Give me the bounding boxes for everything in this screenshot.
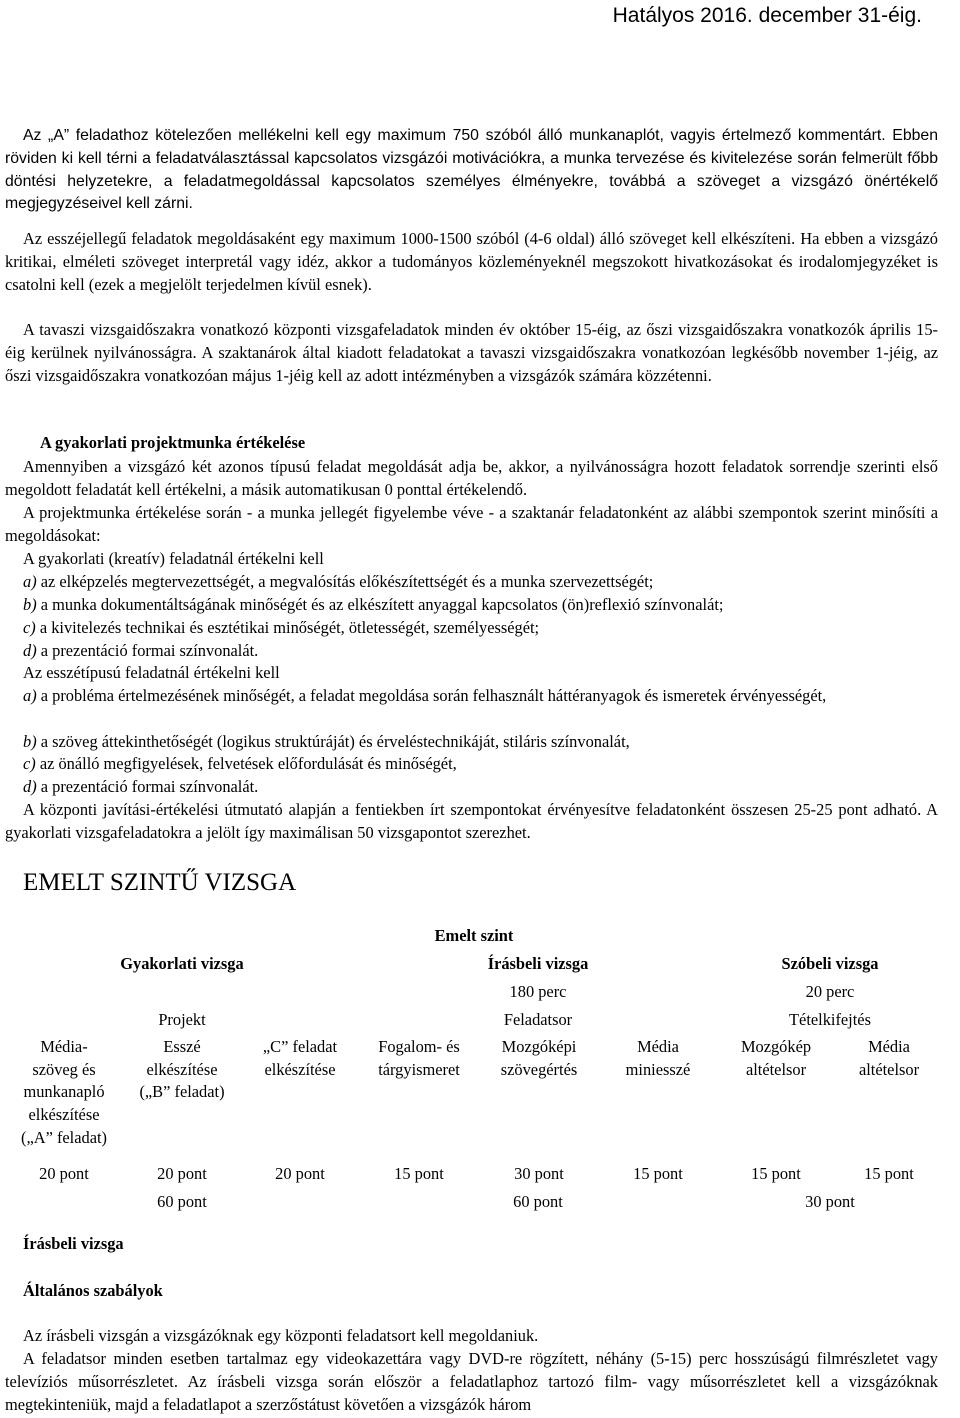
points-cell: 20 pont bbox=[157, 1164, 207, 1183]
general-rules-title: Általános szabályok bbox=[23, 1281, 163, 1300]
group-irasbeli: Írásbeli vizsga bbox=[487, 954, 589, 973]
section1-closing: A központi javítási-értékelési útmutató alapján a fentiekben írt szempontokat érvényesítve feladatonként összesen 25-25 pont adható. A gyakorlati vizsgafeladatokra a jelölt így maximálisan 50 vizsgapontot szerezhet. bbox=[5, 800, 938, 842]
creative-item-a: a) az elképzelés megtervezettségét, a megvalósítás előkészítettségét és a munka szervezettségét; bbox=[23, 572, 654, 591]
points-cell: 15 pont bbox=[864, 1164, 914, 1183]
section1-paragraph-1: Amennyiben a vizsgázó két azonos típusú feladat megoldását adja be, akkor, a nyilvánosságra hozott feladatok sorrendje szerinti első megoldott feladatát kell értékelni, a másik automatikusan 0 ponttal értékelendő. bbox=[5, 457, 938, 499]
points-cell: 20 pont bbox=[39, 1164, 89, 1183]
group-gyakorlati: Gyakorlati vizsga bbox=[120, 954, 244, 973]
task-cell: Fogalom- és tárgyismeret bbox=[378, 1036, 460, 1079]
task-cell: Mozgókép altételsor bbox=[740, 1036, 812, 1079]
section1-paragraph-2: A projektmunka értékelése során - a munka jellegét figyelembe véve - a szaktanár feladatonként az alábbi szempontok szerint minősíti a megoldásokat: bbox=[5, 503, 938, 545]
creative-intro: A gyakorlati (kreatív) feladatnál értékelni kell bbox=[23, 549, 324, 568]
essay-item-b: b) a szöveg áttekinthetőségét (logikus struktúráját) és érveléstechnikáját, stiláris színvonalát, bbox=[23, 732, 630, 751]
group-szobeli: Szóbeli vizsga bbox=[781, 954, 879, 973]
section-title-projektmunka: A gyakorlati projektmunka értékelése bbox=[40, 433, 306, 452]
creative-item-b: b) a munka dokumentáltságának minőségét és az elkészített anyaggal kapcsolatos (ön)reflexió színvonalát; bbox=[23, 595, 724, 614]
table-row bbox=[5, 1158, 943, 1186]
table-row bbox=[5, 1032, 943, 1158]
written-paragraph-1: Az írásbeli vizsgán a vizsgázóknak egy központi feladatsort kell megoldaniuk. bbox=[23, 1326, 539, 1345]
table-title: Emelt szint bbox=[434, 926, 514, 945]
task-cell: Média miniesszé bbox=[625, 1036, 691, 1079]
task-cell: Média- szöveg és munkanapló elkészítése („A” feladat) bbox=[21, 1036, 107, 1147]
intro-paragraph-2: Az esszéjellegű feladatok megoldásaként egy maximum 1000-1500 szóból (4-6 oldal) álló szöveget kell elkészíteni. Ha ebben a vizsgázó kritikai, elméleti szöveget interpretál vagy idéz, akkor a tudományos közleményeknél megszokott hivatkozásokat és irodalomjegyzéket is csatolni kell (ezek a megjelölt terjedelmen kívül esnek). bbox=[5, 229, 938, 294]
essay-item-c: c) az önálló megfigyelések, felvetések előfordulását és minőségét, bbox=[23, 754, 457, 773]
table-row bbox=[5, 948, 943, 976]
duration-szobeli: 20 perc bbox=[805, 982, 855, 1001]
subgroup-projekt: Projekt bbox=[158, 1010, 206, 1029]
task-cell: Mozgóképi szövegértés bbox=[500, 1036, 578, 1079]
validity-header: Hatályos 2016. december 31-éig. bbox=[612, 4, 922, 27]
creative-item-d: d) a prezentáció formai színvonalát. bbox=[23, 641, 259, 660]
essay-intro: Az esszétípusú feladatnál értékelni kell bbox=[23, 663, 280, 682]
subgroup-tetelkifejtes: Tételkifejtés bbox=[789, 1010, 871, 1029]
section-title-emelt: EMELT SZINTŰ VIZSGA bbox=[23, 869, 297, 896]
table-row bbox=[5, 1004, 943, 1032]
task-cell: „C” feladat elkészítése bbox=[262, 1036, 338, 1079]
points-cell: 15 pont bbox=[751, 1164, 801, 1183]
group-points-gyakorlati: 60 pont bbox=[157, 1192, 207, 1211]
essay-item-a: a) a probléma értelmezésének minőségét, a feladat megoldása során felhasznált háttéranyagok és ismeretek érvényességét, bbox=[23, 686, 827, 705]
group-points-szobeli: 30 pont bbox=[805, 1192, 855, 1211]
task-cell: Esszé elkészítése („B” feladat) bbox=[139, 1036, 225, 1102]
table-row bbox=[5, 925, 943, 948]
points-cell: 15 pont bbox=[394, 1164, 444, 1183]
duration-irasbeli: 180 perc bbox=[509, 982, 567, 1001]
points-cell: 30 pont bbox=[514, 1164, 564, 1183]
table-row bbox=[5, 976, 943, 1004]
points-cell: 15 pont bbox=[633, 1164, 683, 1183]
essay-item-d: d) a prezentáció formai színvonalát. bbox=[23, 777, 259, 796]
table-row bbox=[5, 1186, 943, 1214]
intro-paragraph-3: A tavaszi vizsgaidőszakra vonatkozó központi vizsgafeladatok minden év október 15-éig, az őszi vizsgaidőszakra vonatkozók április 15-éig kerülnek nyilvánosságra. A szaktanárok által kiadott feladatokat a tavaszi vizsgaidőszakra vonatkozóan legkésőbb november 1-jéig, az őszi vizsgaidőszakra vonatkozóan május 1-jéig kell az adott intézményben a vizsgázók számára közzétenni. bbox=[5, 320, 938, 385]
written-paragraph-2: A feladatsor minden esetben tartalmaz egy videokazettára vagy DVD-re rögzített, néhány (5-15) perc hosszúságú filmrészletet vagy televíziós műsorrészletet. Az írásbeli vizsga során először a feladatlaphoz tartozó film- vagy műsorrészletet kell a vizsgázóknak megtekinteniük, majd a feladatlapot a szerzőstátust követően a vizsgázók három bbox=[5, 1349, 938, 1414]
task-cell: Média altételsor bbox=[858, 1036, 920, 1079]
creative-item-c: c) a kivitelezés technikai és esztétikai minőségét, ötletességét, személyességét; bbox=[23, 618, 540, 637]
points-cell: 20 pont bbox=[275, 1164, 325, 1183]
written-exam-title: Írásbeli vizsga bbox=[23, 1234, 124, 1253]
group-points-irasbeli: 60 pont bbox=[513, 1192, 563, 1211]
exam-structure-table bbox=[5, 925, 943, 1214]
subgroup-feladatsor: Feladatsor bbox=[503, 1010, 573, 1029]
intro-paragraph-1: Az „A” feladathoz kötelezően mellékelni kell egy maximum 750 szóból álló munkanaplót, vagyis értelmező kommentárt. Ebben röviden ki kell térni a feladatválasztással kapcsolatos vizsgázói motivációkra, a munka tervezése és kivitelezése során felmerült főbb döntési helyzetekre, a feladatmegoldással kapcsolatos személyes élményekre, továbbá a szöveget a vizsgázó önértékelő megjegyzéseivel kell zárni. bbox=[5, 127, 938, 213]
